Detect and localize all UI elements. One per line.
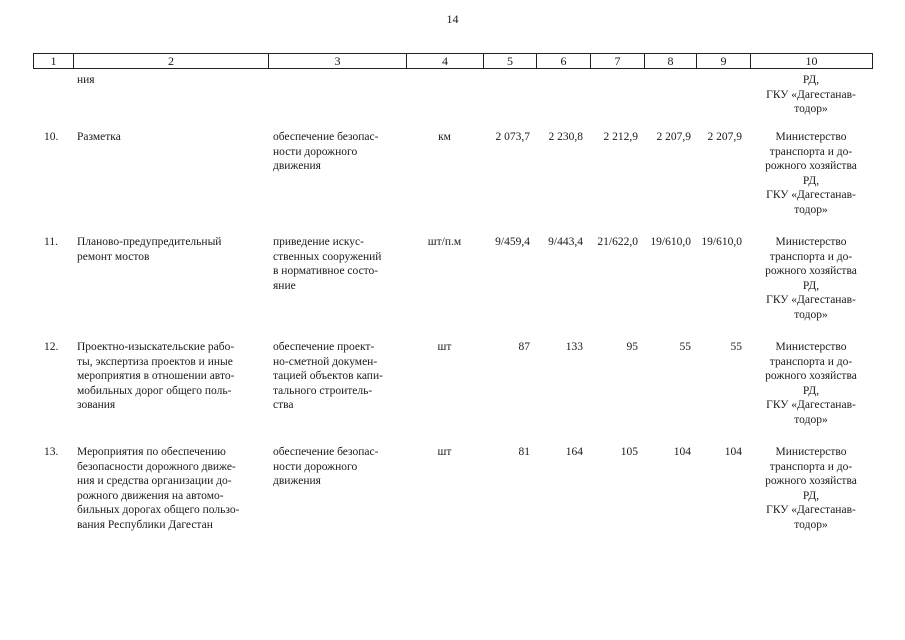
value-cell: 104 [724, 446, 742, 458]
responsible-line: РД, [802, 174, 820, 187]
activity-purpose-line: приведение искус- [273, 236, 364, 248]
value-cell: 9/459,4 [495, 236, 530, 248]
activity-name [77, 235, 265, 264]
unit-cell: км [438, 131, 451, 143]
unit-cell: шт [437, 341, 452, 353]
responsible-line: Министерство [775, 446, 847, 458]
activity-purpose-line: яние [273, 279, 296, 292]
activity-purpose-line: ности дорожного [273, 460, 358, 473]
activity-name [77, 130, 265, 145]
value-cell: 55 [679, 341, 691, 353]
unit-cell: шт [437, 446, 452, 458]
row-number: 11. [44, 236, 58, 248]
value-cell: 164 [565, 446, 583, 458]
responsible-line: транспорта и до- [769, 145, 853, 158]
responsible-line: рожного хозяйства [765, 370, 857, 383]
responsible-line: рожного хозяйства [765, 475, 857, 488]
responsible [751, 445, 871, 533]
resp-line: ГКУ «Дагестанав- [766, 88, 856, 101]
activity-purpose-line: движения [273, 475, 321, 488]
value-cell: 87 [518, 341, 530, 353]
header-col-10: 10 [805, 54, 818, 68]
activity-name-line: Мероприятия по обеспечению [77, 446, 226, 458]
responsible-line: тодор» [794, 308, 828, 321]
value-cell: 95 [626, 341, 638, 353]
activity-purpose-line: ности дорожного [273, 145, 358, 158]
value-cell: 55 [730, 341, 742, 353]
activity-purpose [273, 340, 403, 413]
activity-purpose [273, 130, 403, 174]
activity-purpose-line: но-сметной докумен- [273, 355, 378, 368]
value-cell: 81 [518, 446, 530, 458]
responsible-line: ГКУ «Дагестанав- [766, 504, 856, 517]
responsible-line: транспорта и до- [769, 460, 853, 473]
responsible-line: транспорта и до- [769, 250, 853, 263]
activity-name-line: мероприятия в отношении авто- [77, 370, 235, 383]
value-cell: 133 [565, 341, 583, 353]
unit-cell: шт/п.м [427, 236, 462, 248]
activity-purpose-line: движения [273, 160, 321, 173]
value-cell: 2 073,7 [495, 131, 530, 143]
value-cell: 19/610,0 [650, 236, 691, 248]
continuation-name: ния [77, 74, 95, 86]
responsible-line: ГКУ «Дагестанав- [766, 399, 856, 412]
row-number: 10. [44, 131, 59, 143]
activity-purpose-line: обеспечение безопас- [273, 446, 379, 458]
activity-purpose [273, 445, 403, 489]
responsible [751, 130, 871, 218]
responsible [751, 235, 871, 323]
value-cell: 104 [673, 446, 691, 458]
value-cell: 21/622,0 [597, 236, 638, 248]
responsible-line: ГКУ «Дагестанав- [766, 189, 856, 202]
responsible [751, 340, 871, 428]
value-cell: 2 207,9 [656, 131, 691, 143]
activity-name-line: бильных дорогах общего пользо- [77, 504, 240, 517]
value-cell: 2 207,9 [707, 131, 742, 143]
activity-name-line: Планово-предупредительный [77, 236, 222, 248]
value-cell: 105 [620, 446, 638, 458]
value-cell: 2 230,8 [548, 131, 583, 143]
responsible-line: рожного хозяйства [765, 265, 857, 278]
header-col-8: 8 [645, 54, 697, 68]
responsible-line: Министерство [775, 236, 847, 248]
responsible-line: РД, [802, 489, 820, 502]
continuation-responsible [751, 73, 871, 117]
table-header [33, 53, 873, 69]
responsible-line: Министерство [775, 131, 847, 143]
activity-name-line: вания Республики Дагестан [77, 518, 213, 531]
responsible-line: рожного хозяйства [765, 160, 857, 173]
activity-purpose-line: ства [273, 399, 294, 412]
activity-name-line: зования [77, 399, 116, 412]
resp-line: тодор» [794, 103, 828, 116]
activity-purpose-line: обеспечение безопас- [273, 131, 379, 143]
activity-name [77, 445, 265, 533]
activity-name-line: рожного движения на автомо- [77, 489, 224, 502]
value-cell: 9/443,4 [548, 236, 583, 248]
responsible-line: ГКУ «Дагестанав- [766, 294, 856, 307]
header-col-3: 3 [269, 54, 407, 68]
header-col-1: 1 [34, 54, 74, 68]
activity-purpose [273, 235, 403, 293]
responsible-line: РД, [802, 384, 820, 397]
responsible-line: тодор» [794, 413, 828, 426]
activity-purpose-line: тацией объектов капи- [273, 370, 383, 383]
header-col-9: 9 [697, 54, 751, 68]
activity-name-line: Проектно-изыскательские рабо- [77, 341, 235, 353]
activity-name [77, 340, 265, 413]
activity-name-line: безопасности дорожного движе- [77, 460, 236, 473]
activity-purpose-line: тального строитель- [273, 384, 373, 397]
activity-name-line: ния и средства организации до- [77, 475, 232, 488]
responsible-line: тодор» [794, 518, 828, 531]
activity-purpose-line: в нормативное состо- [273, 265, 379, 278]
row-number: 12. [44, 341, 59, 353]
activity-purpose-line: обеспечение проект- [273, 341, 375, 353]
page-number: 14 [446, 12, 459, 26]
value-cell: 19/610,0 [701, 236, 742, 248]
activity-name-line: ты, экспертиза проектов и иные [77, 355, 233, 368]
header-col-6: 6 [537, 54, 591, 68]
activity-purpose-line: ственных сооружений [273, 250, 382, 263]
header-col-5: 5 [484, 54, 537, 68]
resp-line: РД, [802, 74, 820, 86]
header-col-7: 7 [591, 54, 645, 68]
responsible-line: РД, [802, 279, 820, 292]
header-col-2: 2 [74, 54, 269, 68]
value-cell: 2 212,9 [603, 131, 638, 143]
activity-name-line: ремонт мостов [77, 250, 150, 263]
header-col-4: 4 [407, 54, 484, 68]
activity-name-line: Разметка [77, 131, 121, 143]
activity-name-line: мобильных дорог общего поль- [77, 384, 232, 397]
responsible-line: транспорта и до- [769, 355, 853, 368]
responsible-line: Министерство [775, 341, 847, 353]
row-number: 13. [44, 446, 59, 458]
responsible-line: тодор» [794, 203, 828, 216]
